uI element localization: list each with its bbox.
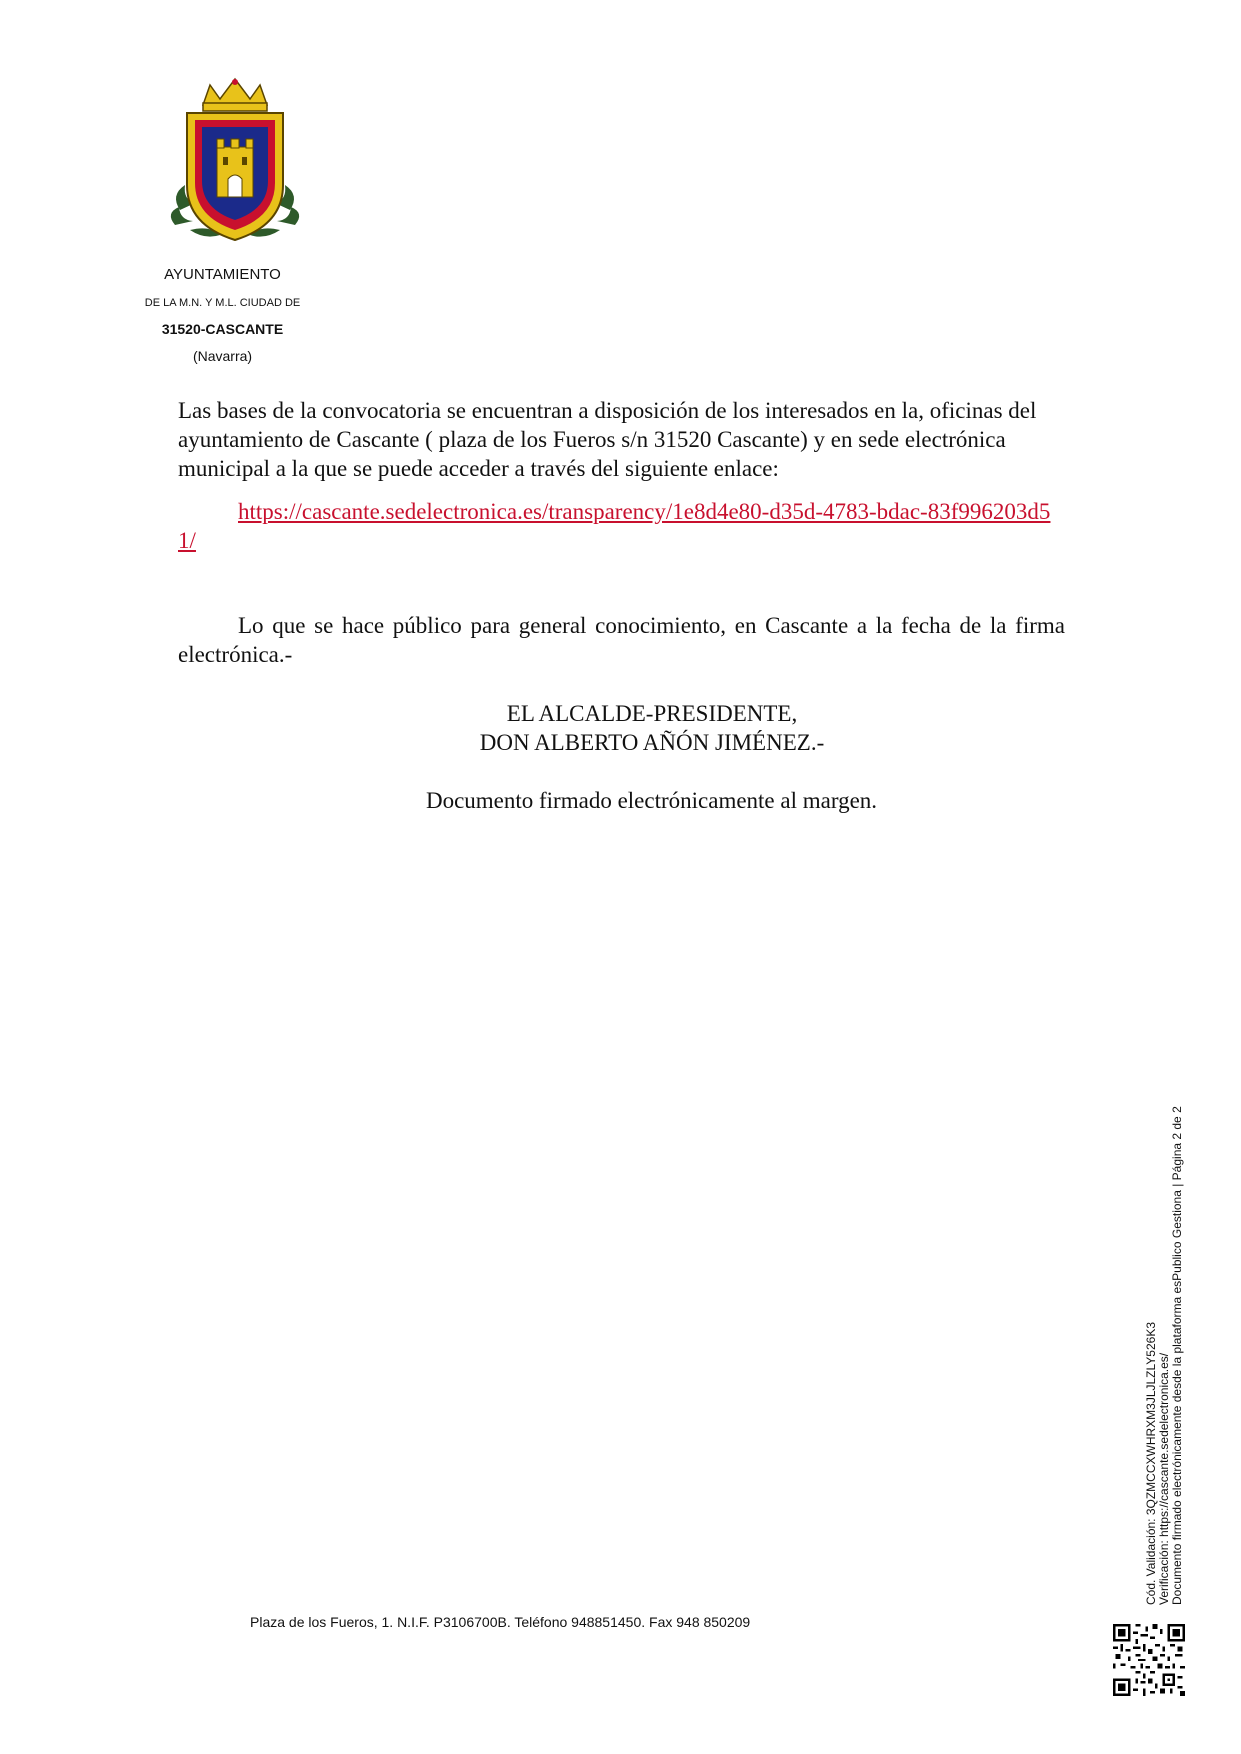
- signature-title: EL ALCALDE-PRESIDENTE,: [506, 701, 798, 726]
- signature-name: DON ALBERTO AÑÓN JIMÉNEZ.-: [479, 730, 825, 755]
- org-postal-city: 31520-CASCANTE: [161, 321, 284, 337]
- org-subtitle: DE LA M.N. Y M.L. CIUDAD DE: [144, 297, 301, 309]
- signed-note: Documento firmado electrónicamente al margen.: [425, 788, 878, 813]
- coat-of-arms-logo: [165, 75, 305, 245]
- transparency-link[interactable]: https://cascante.sedelectronica.es/transparency/1e8d4e80-d35d-4783-bdac-83f996203d51/: [178, 499, 1051, 553]
- org-name: AYUNTAMIENTO: [164, 266, 281, 283]
- transparency-link-row: [178, 497, 1065, 555]
- validation-code: Cód. Validación: 3QZMCCXWHRXM3JLJLZLY526K3: [1144, 1322, 1158, 1605]
- org-region: (Navarra): [192, 348, 253, 364]
- paragraph-public-notice: [178, 611, 1065, 669]
- validation-platform: Documento firmado electrónicamente desde la plataforma esPublico Gestiona | Página 2 de 2: [1170, 1106, 1184, 1605]
- public-notice-text: Lo que se hace público para general conocimiento, en Cascante a la fecha de la firma electrónica.-: [178, 613, 1065, 667]
- paragraph-bases: Las bases de la convocatoria se encuentran a disposición de los interesados en la, oficinas del ayuntamiento de Cascante ( plaza de los Fueros s/n 31520 Cascante) y en sede electrónica municipal a la que se puede acceder a través del siguiente enlace:: [178, 398, 1037, 481]
- qr-code-icon: [1113, 1624, 1185, 1696]
- validation-url: Verificación: https://cascante.sedelectronica.es/: [1157, 1352, 1171, 1605]
- validation-vertical-text: [1145, 1106, 1184, 1605]
- footer-address: Plaza de los Fueros, 1. N.I.F. P3106700B. Teléfono 948851450. Fax 948 850209: [250, 1614, 751, 1630]
